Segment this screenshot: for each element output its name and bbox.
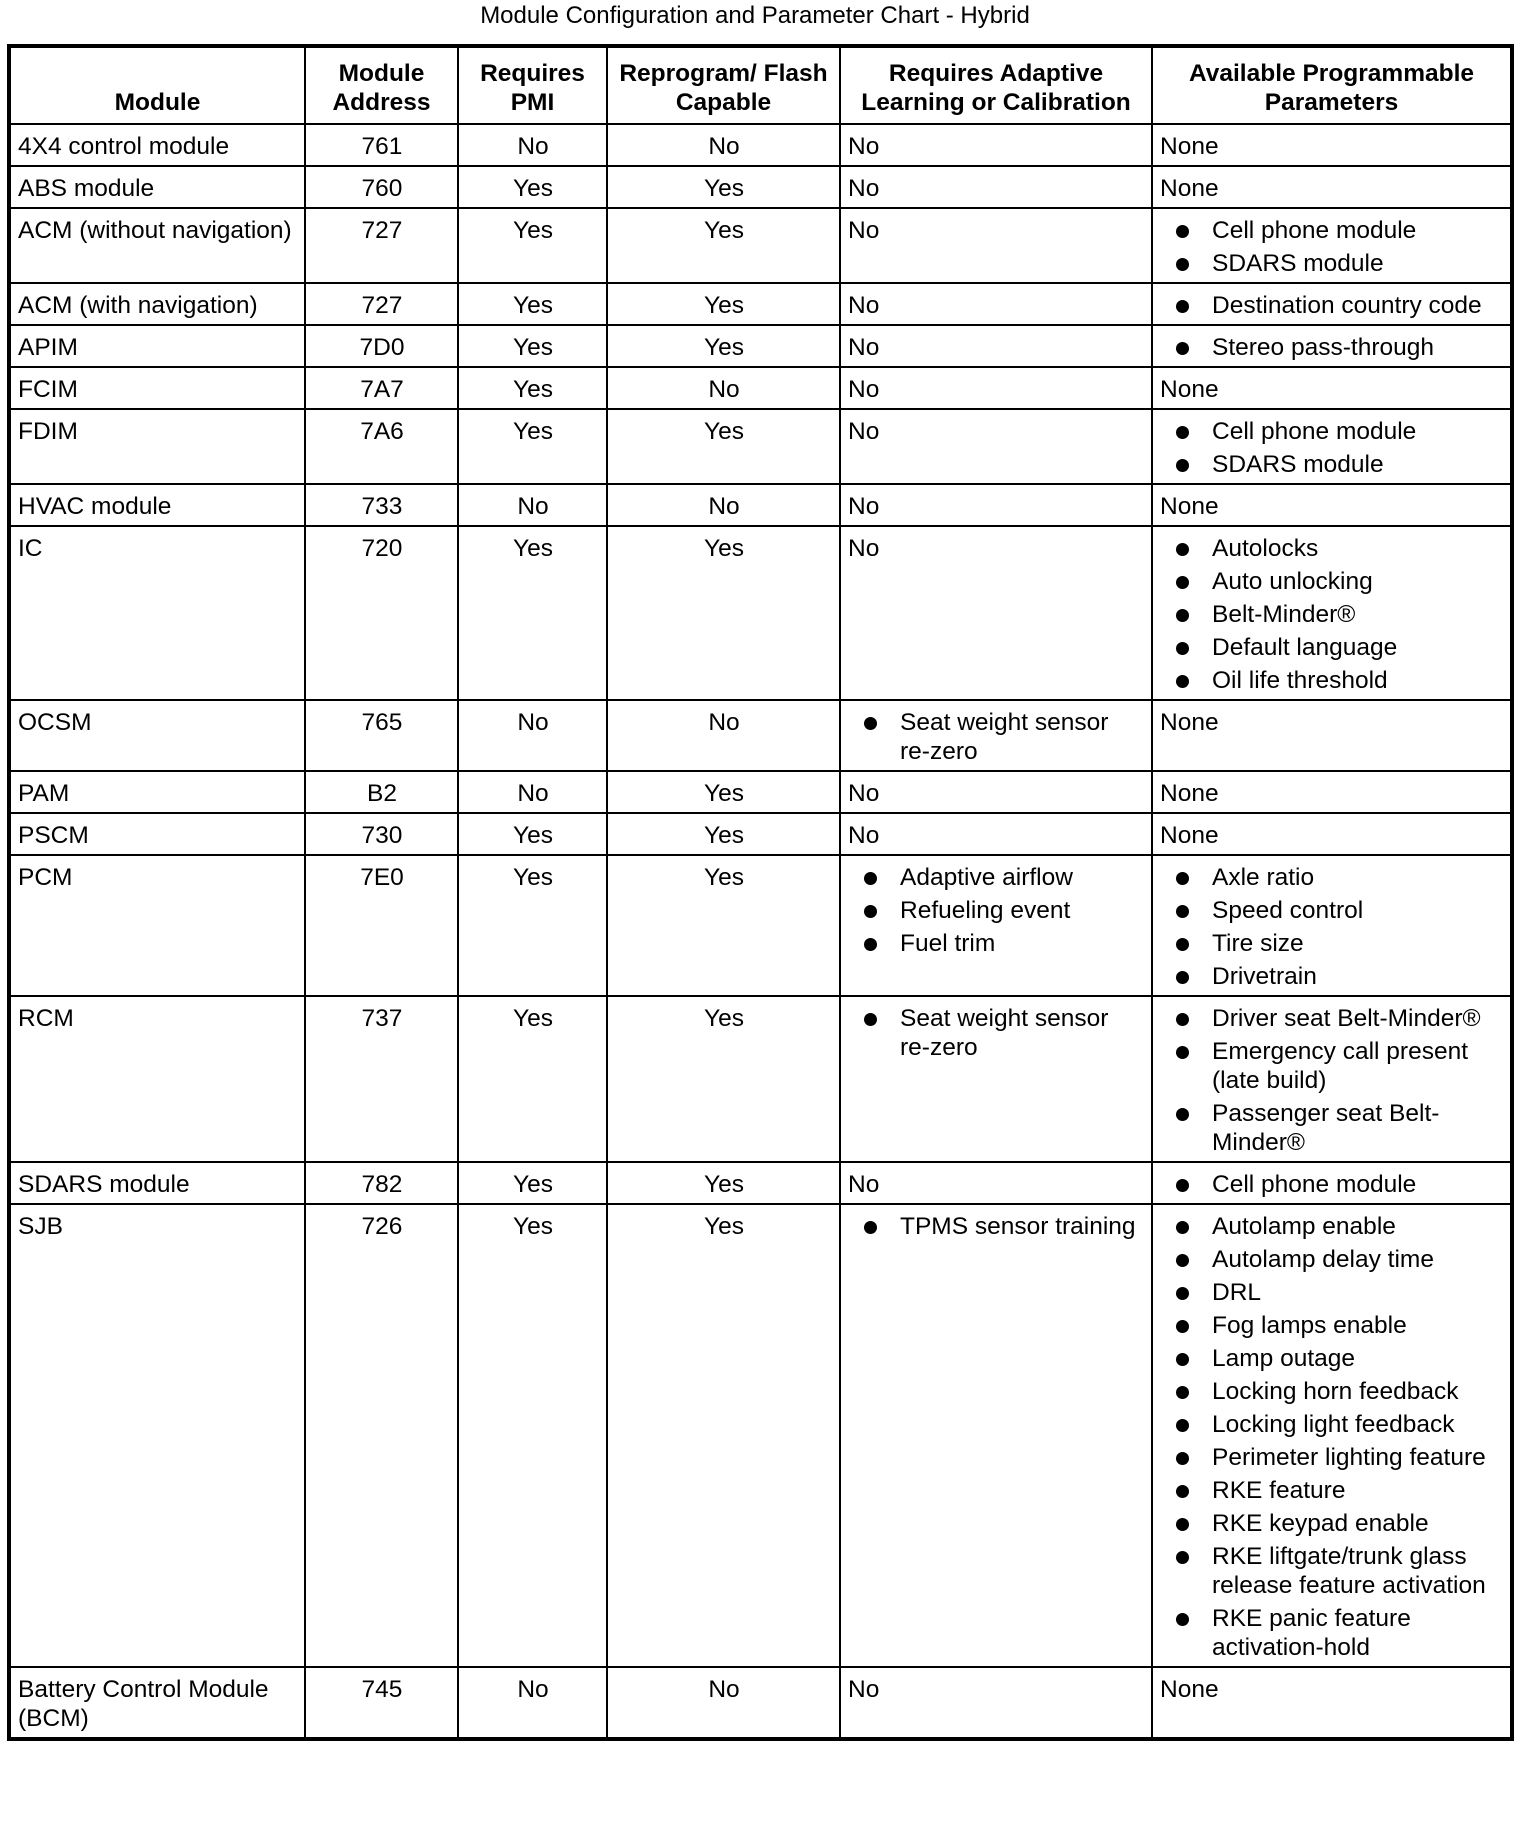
- cell-requires-pmi: Yes: [458, 208, 607, 283]
- parameter-list-item: Auto unlocking: [1160, 567, 1504, 596]
- parameter-list-item: Emergency call present (late build): [1160, 1037, 1504, 1095]
- cell-module: OCSM: [9, 700, 305, 771]
- cell-programmable-parameters: [1152, 855, 1512, 996]
- adaptive-list-item: Seat weight sensor re-zero: [848, 1004, 1145, 1062]
- cell-adaptive-learning: No: [840, 813, 1152, 855]
- cell-module-address: 727: [305, 283, 458, 325]
- cell-reprogram-flash: Yes: [607, 166, 840, 208]
- table-row: [9, 855, 1512, 996]
- column-header-adaptive-learning: Requires Adaptive Learning or Calibration: [840, 46, 1152, 124]
- cell-module: APIM: [9, 325, 305, 367]
- cell-module: FDIM: [9, 409, 305, 484]
- cell-requires-pmi: Yes: [458, 813, 607, 855]
- parameter-list-item: Tire size: [1160, 929, 1504, 958]
- cell-programmable-parameters: [1152, 1162, 1512, 1204]
- parameter-list-item: Cell phone module: [1160, 417, 1504, 446]
- parameter-list: [1160, 1212, 1504, 1662]
- cell-reprogram-flash: Yes: [607, 1204, 840, 1667]
- parameter-list-item: RKE panic feature activation-hold: [1160, 1604, 1504, 1662]
- parameter-list-item: Perimeter lighting feature: [1160, 1443, 1504, 1472]
- cell-programmable-parameters: [1152, 283, 1512, 325]
- cell-module-address: 765: [305, 700, 458, 771]
- cell-reprogram-flash: Yes: [607, 813, 840, 855]
- header-row: [9, 46, 1512, 124]
- parameter-list-item: Cell phone module: [1160, 1170, 1504, 1199]
- table-row: [9, 1204, 1512, 1667]
- column-header-module-address: Module Address: [305, 46, 458, 124]
- parameter-list-item: DRL: [1160, 1278, 1504, 1307]
- cell-requires-pmi: Yes: [458, 1162, 607, 1204]
- cell-programmable-parameters: [1152, 1204, 1512, 1667]
- parameter-list-item: Drivetrain: [1160, 962, 1504, 991]
- cell-adaptive-learning: No: [840, 283, 1152, 325]
- cell-module: PCM: [9, 855, 305, 996]
- cell-adaptive-learning: No: [840, 1667, 1152, 1739]
- cell-adaptive-learning: No: [840, 166, 1152, 208]
- cell-module: 4X4 control module: [9, 124, 305, 166]
- cell-reprogram-flash: Yes: [607, 996, 840, 1162]
- parameter-list: [1160, 1170, 1504, 1199]
- cell-programmable-parameters: None: [1152, 166, 1512, 208]
- adaptive-list-item: Adaptive airflow: [848, 863, 1145, 892]
- parameter-list-item: Cell phone module: [1160, 216, 1504, 245]
- parameter-list: [1160, 534, 1504, 695]
- cell-requires-pmi: Yes: [458, 367, 607, 409]
- cell-reprogram-flash: No: [607, 1667, 840, 1739]
- cell-adaptive-learning: [840, 1204, 1152, 1667]
- cell-requires-pmi: Yes: [458, 409, 607, 484]
- parameter-list: [1160, 216, 1504, 278]
- parameter-list-item: Belt-Minder®: [1160, 600, 1504, 629]
- cell-adaptive-learning: No: [840, 484, 1152, 526]
- parameter-list-item: Lamp outage: [1160, 1344, 1504, 1373]
- table-body: [9, 124, 1512, 1739]
- cell-module: SJB: [9, 1204, 305, 1667]
- cell-programmable-parameters: [1152, 996, 1512, 1162]
- adaptive-list: [848, 863, 1145, 958]
- cell-adaptive-learning: No: [840, 409, 1152, 484]
- cell-requires-pmi: Yes: [458, 166, 607, 208]
- cell-requires-pmi: No: [458, 484, 607, 526]
- adaptive-list-item: Fuel trim: [848, 929, 1145, 958]
- parameter-list-item: Speed control: [1160, 896, 1504, 925]
- table-row: [9, 1162, 1512, 1204]
- parameter-list-item: Passenger seat Belt-Minder®: [1160, 1099, 1504, 1157]
- table-row: [9, 409, 1512, 484]
- cell-module-address: 760: [305, 166, 458, 208]
- parameter-list: [1160, 333, 1504, 362]
- cell-module-address: 727: [305, 208, 458, 283]
- table-row: [9, 367, 1512, 409]
- cell-module-address: 730: [305, 813, 458, 855]
- cell-requires-pmi: No: [458, 1667, 607, 1739]
- parameter-list: [1160, 291, 1504, 320]
- cell-reprogram-flash: No: [607, 700, 840, 771]
- table-row: [9, 325, 1512, 367]
- parameter-list-item: Axle ratio: [1160, 863, 1504, 892]
- cell-reprogram-flash: No: [607, 367, 840, 409]
- parameter-list-item: RKE feature: [1160, 1476, 1504, 1505]
- parameter-list: [1160, 417, 1504, 479]
- parameter-list: [1160, 1004, 1504, 1157]
- cell-programmable-parameters: [1152, 526, 1512, 700]
- parameter-list-item: Oil life threshold: [1160, 666, 1504, 695]
- table-row: [9, 124, 1512, 166]
- parameter-list-item: Stereo pass-through: [1160, 333, 1504, 362]
- cell-programmable-parameters: None: [1152, 771, 1512, 813]
- cell-requires-pmi: Yes: [458, 855, 607, 996]
- table-row: [9, 283, 1512, 325]
- cell-reprogram-flash: No: [607, 124, 840, 166]
- adaptive-list-item: Refueling event: [848, 896, 1145, 925]
- cell-programmable-parameters: None: [1152, 367, 1512, 409]
- cell-module-address: 7A6: [305, 409, 458, 484]
- cell-adaptive-learning: No: [840, 1162, 1152, 1204]
- cell-module: SDARS module: [9, 1162, 305, 1204]
- cell-adaptive-learning: No: [840, 325, 1152, 367]
- cell-requires-pmi: Yes: [458, 325, 607, 367]
- cell-module: ABS module: [9, 166, 305, 208]
- cell-module-address: 745: [305, 1667, 458, 1739]
- cell-reprogram-flash: Yes: [607, 283, 840, 325]
- cell-programmable-parameters: None: [1152, 700, 1512, 771]
- cell-programmable-parameters: None: [1152, 484, 1512, 526]
- parameter-list-item: Locking light feedback: [1160, 1410, 1504, 1439]
- parameter-list-item: Autolocks: [1160, 534, 1504, 563]
- cell-module-address: 7D0: [305, 325, 458, 367]
- column-header-requires-pmi: Requires PMI: [458, 46, 607, 124]
- cell-module: HVAC module: [9, 484, 305, 526]
- cell-module: PAM: [9, 771, 305, 813]
- cell-module: ACM (with navigation): [9, 283, 305, 325]
- column-header-reprogram-flash: Reprogram/ Flash Capable: [607, 46, 840, 124]
- parameter-list-item: SDARS module: [1160, 450, 1504, 479]
- cell-requires-pmi: Yes: [458, 996, 607, 1162]
- cell-reprogram-flash: Yes: [607, 526, 840, 700]
- cell-module-address: 761: [305, 124, 458, 166]
- cell-adaptive-learning: No: [840, 124, 1152, 166]
- cell-programmable-parameters: None: [1152, 124, 1512, 166]
- parameter-list-item: Destination country code: [1160, 291, 1504, 320]
- parameter-list-item: RKE keypad enable: [1160, 1509, 1504, 1538]
- cell-adaptive-learning: No: [840, 526, 1152, 700]
- cell-reprogram-flash: Yes: [607, 325, 840, 367]
- table-row: [9, 208, 1512, 283]
- cell-adaptive-learning: [840, 855, 1152, 996]
- parameter-list-item: Driver seat Belt-Minder®: [1160, 1004, 1504, 1033]
- module-configuration-table: [7, 44, 1514, 1741]
- parameter-list-item: Autolamp delay time: [1160, 1245, 1504, 1274]
- cell-reprogram-flash: Yes: [607, 208, 840, 283]
- cell-programmable-parameters: [1152, 409, 1512, 484]
- adaptive-list-item: Seat weight sensor re-zero: [848, 708, 1145, 766]
- table-row: [9, 166, 1512, 208]
- cell-module-address: 733: [305, 484, 458, 526]
- adaptive-list: [848, 708, 1145, 766]
- cell-reprogram-flash: Yes: [607, 1162, 840, 1204]
- adaptive-list: [848, 1212, 1145, 1241]
- cell-module-address: 726: [305, 1204, 458, 1667]
- cell-reprogram-flash: Yes: [607, 855, 840, 996]
- parameter-list-item: Autolamp enable: [1160, 1212, 1504, 1241]
- cell-reprogram-flash: No: [607, 484, 840, 526]
- table-row: [9, 813, 1512, 855]
- cell-requires-pmi: No: [458, 700, 607, 771]
- table-row: [9, 1667, 1512, 1739]
- cell-adaptive-learning: [840, 996, 1152, 1162]
- column-header-module: Module: [9, 46, 305, 124]
- cell-adaptive-learning: No: [840, 208, 1152, 283]
- cell-module-address: 7A7: [305, 367, 458, 409]
- column-header-programmable-parameters: Available Programmable Parameters: [1152, 46, 1512, 124]
- parameter-list: [1160, 863, 1504, 991]
- table-row: [9, 996, 1512, 1162]
- cell-module: FCIM: [9, 367, 305, 409]
- cell-module: ACM (without navigation): [9, 208, 305, 283]
- cell-module: PSCM: [9, 813, 305, 855]
- table-row: [9, 484, 1512, 526]
- table-row: [9, 700, 1512, 771]
- parameter-list-item: Locking horn feedback: [1160, 1377, 1504, 1406]
- cell-adaptive-learning: No: [840, 367, 1152, 409]
- cell-module-address: 7E0: [305, 855, 458, 996]
- table-row: [9, 771, 1512, 813]
- chart-title: Module Configuration and Parameter Chart - Hybrid: [480, 2, 1030, 29]
- cell-requires-pmi: Yes: [458, 526, 607, 700]
- cell-programmable-parameters: [1152, 208, 1512, 283]
- cell-module: IC: [9, 526, 305, 700]
- cell-requires-pmi: Yes: [458, 283, 607, 325]
- parameter-list-item: SDARS module: [1160, 249, 1504, 278]
- parameter-list-item: Default language: [1160, 633, 1504, 662]
- cell-module-address: B2: [305, 771, 458, 813]
- parameter-list-item: Fog lamps enable: [1160, 1311, 1504, 1340]
- table-row: [9, 526, 1512, 700]
- cell-reprogram-flash: Yes: [607, 771, 840, 813]
- cell-requires-pmi: No: [458, 124, 607, 166]
- cell-module: Battery Control Module (BCM): [9, 1667, 305, 1739]
- cell-adaptive-learning: [840, 700, 1152, 771]
- cell-module: RCM: [9, 996, 305, 1162]
- cell-reprogram-flash: Yes: [607, 409, 840, 484]
- cell-module-address: 720: [305, 526, 458, 700]
- parameter-list-item: RKE liftgate/trunk glass release feature activation: [1160, 1542, 1504, 1600]
- cell-module-address: 737: [305, 996, 458, 1162]
- cell-requires-pmi: Yes: [458, 1204, 607, 1667]
- cell-programmable-parameters: None: [1152, 813, 1512, 855]
- cell-programmable-parameters: [1152, 325, 1512, 367]
- cell-programmable-parameters: None: [1152, 1667, 1512, 1739]
- adaptive-list-item: TPMS sensor training: [848, 1212, 1145, 1241]
- cell-requires-pmi: No: [458, 771, 607, 813]
- adaptive-list: [848, 1004, 1145, 1062]
- cell-adaptive-learning: No: [840, 771, 1152, 813]
- cell-module-address: 782: [305, 1162, 458, 1204]
